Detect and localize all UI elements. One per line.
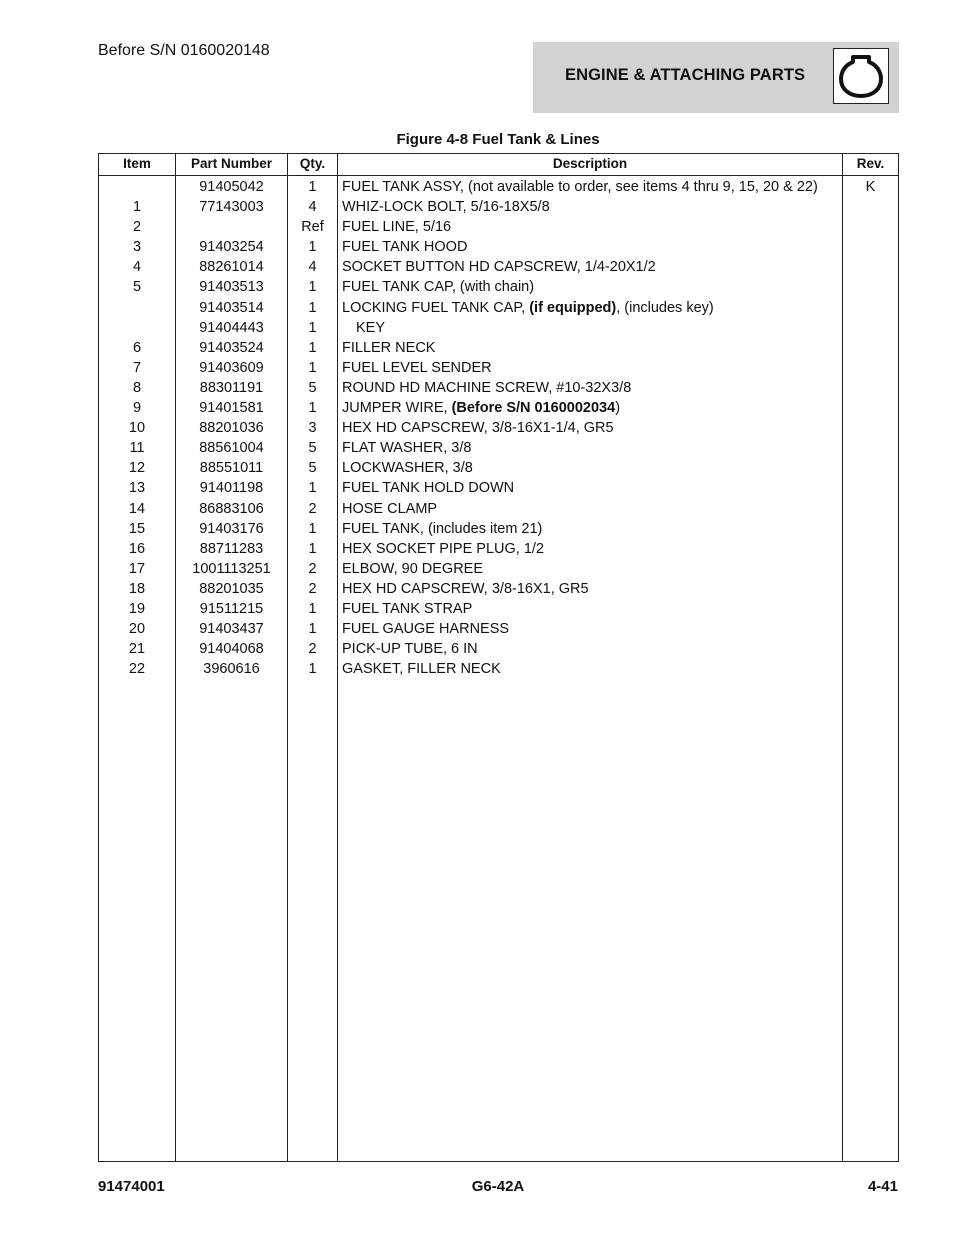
parts-table <box>98 153 899 1162</box>
cell-qty: 1 <box>308 621 317 638</box>
cell-qty: 5 <box>308 460 317 477</box>
table-body <box>99 177 898 679</box>
cell-item: 14 <box>128 500 146 517</box>
cell-description: ROUND HD MACHINE SCREW, #10-32X3/8 <box>342 379 632 396</box>
cell-qty: 2 <box>308 580 317 597</box>
cell-description: GASKET, FILLER NECK <box>342 661 501 678</box>
cell-description: KEY <box>356 319 386 336</box>
cell-part-number: 88551011 <box>199 460 264 477</box>
cell-description: HEX SOCKET PIPE PLUG, 1/2 <box>342 540 545 557</box>
cell-item: 13 <box>128 480 146 497</box>
cell-description: WHIZ-LOCK BOLT, 5/16-18X5/8 <box>342 199 550 216</box>
table-row <box>99 398 898 418</box>
engine-icon-frame <box>833 48 889 104</box>
cell-description: FUEL TANK STRAP <box>342 600 473 617</box>
cell-part-number: 91403513 <box>199 279 264 296</box>
table-row <box>99 177 898 197</box>
cell-item: 6 <box>132 339 142 356</box>
cell-qty: Ref <box>301 219 324 236</box>
engine-icon <box>838 53 884 99</box>
table-row <box>99 559 898 579</box>
cell-qty: 5 <box>308 379 317 396</box>
cell-item: 11 <box>129 440 145 457</box>
cell-part-number: 88561004 <box>199 440 264 457</box>
cell-description: HOSE CLAMP <box>342 500 438 517</box>
figure-title: Figure 4-8 Fuel Tank & Lines <box>396 131 600 148</box>
cell-description <box>342 398 842 418</box>
cell-qty: 1 <box>308 299 317 316</box>
table-row <box>99 659 898 679</box>
cell-description: SOCKET BUTTON HD CAPSCREW, 1/4-20X1/2 <box>342 259 656 276</box>
table-row <box>99 378 898 398</box>
cell-part-number: 91403254 <box>199 239 264 256</box>
section-header <box>533 42 899 113</box>
cell-description: FUEL GAUGE HARNESS <box>342 621 510 638</box>
cell-qty: 2 <box>308 500 317 517</box>
table-row <box>99 298 898 318</box>
cell-part-number: 91401581 <box>199 400 264 417</box>
header-description: Description <box>552 156 628 171</box>
header-qty: Qty. <box>299 156 326 171</box>
cell-item: 8 <box>132 379 142 396</box>
cell-qty: 1 <box>308 279 317 296</box>
cell-qty: 1 <box>308 179 317 195</box>
cell-qty: 4 <box>308 199 317 216</box>
cell-qty: 1 <box>308 359 317 376</box>
header-part-number: Part Number <box>190 156 273 171</box>
table-row <box>99 599 898 619</box>
cell-item: 9 <box>132 400 142 417</box>
cell-item: 5 <box>132 279 142 296</box>
footer-model: G6-42A <box>471 1178 525 1195</box>
cell-part-number: 91403609 <box>199 359 264 376</box>
cell-part-number: 91405042 <box>199 179 264 195</box>
cell-qty: 1 <box>308 520 317 537</box>
cell-description: LOCKWASHER, 3/8 <box>342 460 473 477</box>
footer-doc-number: 91474001 <box>98 1178 165 1195</box>
cell-qty: 3 <box>308 420 317 437</box>
cell-part-number: 91403524 <box>199 339 264 356</box>
footer-page-number: 4-41 <box>867 1178 898 1195</box>
cell-item: 21 <box>128 641 146 658</box>
cell-part-number: 91403437 <box>199 621 264 638</box>
cell-part-number: 91511215 <box>199 600 264 617</box>
cell-qty: 1 <box>308 339 317 356</box>
cell-description: HEX HD CAPSCREW, 3/8-16X1-1/4, GR5 <box>342 420 614 437</box>
cell-item: 22 <box>128 661 146 678</box>
cell-qty: 1 <box>308 239 317 256</box>
table-row <box>99 499 898 519</box>
cell-description: FUEL LINE, 5/16 <box>342 219 452 236</box>
cell-part-number: 1001113251 <box>192 560 271 577</box>
cell-item: 19 <box>128 600 146 617</box>
cell-qty: 2 <box>308 560 317 577</box>
cell-item: 18 <box>128 580 146 597</box>
cell-item: 4 <box>132 259 142 276</box>
section-title: ENGINE & ATTACHING PARTS <box>565 66 806 84</box>
cell-part-number: 91403514 <box>199 299 264 316</box>
cell-item: 16 <box>128 540 146 557</box>
table-row <box>99 519 898 539</box>
cell-part-number: 91404068 <box>199 641 264 658</box>
cell-part-number: 91401198 <box>199 480 264 497</box>
cell-rev: K <box>865 179 876 195</box>
header-rev: Rev. <box>856 156 885 171</box>
description-emphasis: (if equipped) <box>529 299 617 316</box>
description-text: LOCKING FUEL TANK CAP, <box>342 299 530 316</box>
description-text: , (includes key) <box>616 299 714 316</box>
description-text: JUMPER WIRE, <box>342 400 452 417</box>
table-row <box>99 338 898 358</box>
table-row <box>99 579 898 599</box>
table-row <box>99 418 898 438</box>
cell-item: 1 <box>132 199 142 216</box>
cell-part-number: 91403176 <box>199 520 264 537</box>
cell-item: 12 <box>128 460 146 477</box>
cell-description: FUEL TANK HOOD <box>342 239 468 256</box>
cell-description: FUEL TANK CAP, (with chain) <box>342 279 535 296</box>
table-row <box>99 318 898 338</box>
cell-item: 17 <box>128 560 146 577</box>
cell-description: FUEL TANK ASSY, (not available to order, see items 4 thru 9, 15, 20 & 22) <box>342 179 818 195</box>
cell-qty: 5 <box>308 440 317 457</box>
description-text: ) <box>615 400 621 417</box>
cell-qty: 4 <box>308 259 317 276</box>
cell-qty: 1 <box>308 319 317 336</box>
table-row <box>99 277 898 297</box>
table-row <box>99 478 898 498</box>
cell-part-number: 77143003 <box>199 199 264 216</box>
cell-part-number: 91404443 <box>199 319 264 336</box>
table-row <box>99 438 898 458</box>
cell-description: FUEL LEVEL SENDER <box>342 359 492 376</box>
cell-item: 3 <box>132 239 142 256</box>
header-item: Item <box>123 156 151 171</box>
table-row <box>99 257 898 277</box>
cell-part-number: 88301191 <box>199 379 264 396</box>
cell-item: 7 <box>132 359 142 376</box>
table-row <box>99 639 898 659</box>
cell-description: HEX HD CAPSCREW, 3/8-16X1, GR5 <box>342 580 589 597</box>
cell-description: FUEL TANK HOLD DOWN <box>342 480 515 497</box>
table-row <box>99 197 898 217</box>
cell-qty: 1 <box>308 540 317 557</box>
description-emphasis: (Before S/N 0160002034 <box>451 400 616 417</box>
cell-qty: 1 <box>308 600 317 617</box>
cell-description: ELBOW, 90 DEGREE <box>342 560 484 577</box>
cell-description: FILLER NECK <box>342 339 436 356</box>
table-row <box>99 458 898 478</box>
table-row <box>99 217 898 237</box>
cell-item: 20 <box>128 621 146 638</box>
cell-qty: 1 <box>308 661 317 678</box>
cell-qty: 1 <box>308 400 317 417</box>
cell-item: 10 <box>128 420 146 437</box>
cell-item: 15 <box>128 520 146 537</box>
cell-description: PICK-UP TUBE, 6 IN <box>342 641 478 658</box>
table-row <box>99 237 898 257</box>
cell-description: FLAT WASHER, 3/8 <box>342 440 472 457</box>
cell-part-number: 88711283 <box>199 540 264 557</box>
serial-note: Before S/N 0160020148 <box>98 42 270 59</box>
table-row <box>99 619 898 639</box>
cell-qty: 1 <box>308 480 317 497</box>
table-row <box>99 358 898 378</box>
table-row <box>99 539 898 559</box>
cell-qty: 2 <box>308 641 317 658</box>
cell-part-number: 88201035 <box>199 580 264 597</box>
cell-part-number: 86883106 <box>199 500 264 517</box>
cell-part-number: 3960616 <box>203 661 260 678</box>
cell-part-number: 88261014 <box>199 259 264 276</box>
cell-part-number: 88201036 <box>199 420 264 437</box>
cell-description: FUEL TANK, (includes item 21) <box>342 520 543 537</box>
cell-item: 2 <box>132 219 142 236</box>
cell-description <box>342 298 842 318</box>
